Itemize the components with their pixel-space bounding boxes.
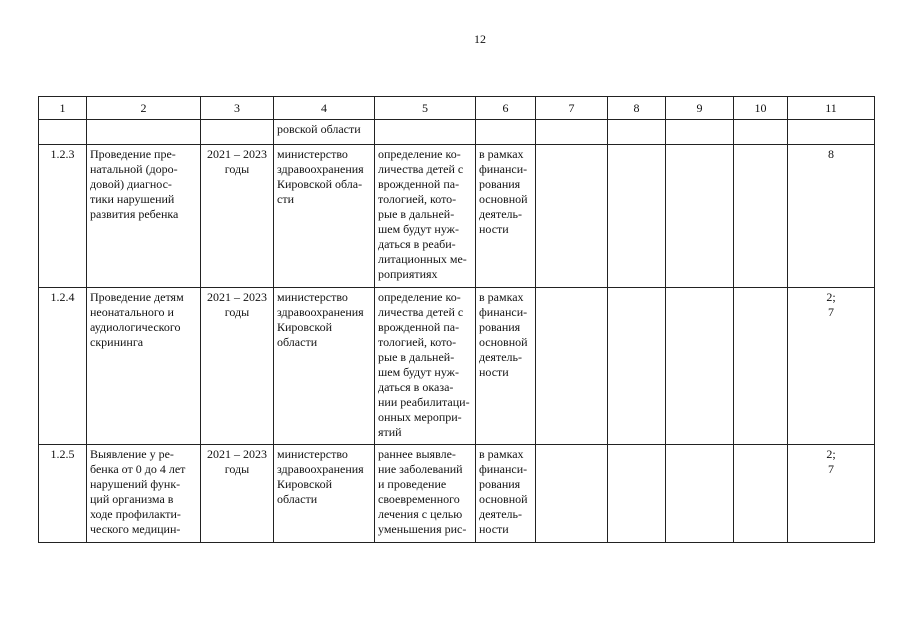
col7-cell	[536, 445, 608, 543]
col7-cell	[536, 288, 608, 445]
header-cell: 8	[608, 97, 666, 120]
table-row	[39, 288, 875, 445]
result-cell: определение ко- личества детей с врожденной па- тологией, кото- рые в дальней- шем будут нуж- даться в оказа- нии реабилитаци- онных меропри- ятий	[375, 288, 476, 445]
table-header-row	[39, 97, 875, 120]
col9-cell	[666, 145, 734, 288]
header-cell: 4	[274, 97, 375, 120]
period-cell: 2021 – 2023 годы	[201, 145, 274, 288]
period-cell: 2021 – 2023 годы	[201, 288, 274, 445]
col11-cell: 2; 7	[788, 288, 875, 445]
header-cell: 3	[201, 97, 274, 120]
col10-cell	[734, 288, 788, 445]
table-row	[39, 445, 875, 543]
col10-cell	[734, 145, 788, 288]
col9-cell	[666, 445, 734, 543]
measure-name-cell: Проведение детям неонатального и аудиологического скрининга	[87, 288, 201, 445]
page-number: 12	[474, 32, 486, 46]
header-cell: 7	[536, 97, 608, 120]
measure-name-cell: Проведение пре- натальной (доро- довой) диагнос- тики нарушений развития ребенка	[87, 145, 201, 288]
result-cell: определение ко- личества детей с врожденной па- тологией, кото- рые в дальней- шем будут нуж- даться в реаби- литационных ме- роприятиях	[375, 145, 476, 288]
measure-number-cell: 1.2.5	[39, 445, 87, 543]
measure-number-cell: 1.2.4	[39, 288, 87, 445]
header-cell: 5	[375, 97, 476, 120]
header-cell: 11	[788, 97, 875, 120]
continuation-row	[39, 120, 875, 145]
col8-cell	[608, 288, 666, 445]
col10-cell	[734, 445, 788, 543]
header-cell: 1	[39, 97, 87, 120]
result-cell: раннее выявле- ние заболеваний и проведение своевременного лечения с целью уменьшения рис-	[375, 445, 476, 543]
measure-number-cell: 1.2.3	[39, 145, 87, 288]
financing-cell: в рамках финанси- рования основной деятель- ности	[476, 445, 536, 543]
financing-cell: в рамках финанси- рования основной деятель- ности	[476, 145, 536, 288]
measures-table	[38, 96, 875, 543]
col8-cell	[608, 145, 666, 288]
header-cell: 10	[734, 97, 788, 120]
financing-cell: в рамках финанси- рования основной деятель- ности	[476, 288, 536, 445]
col11-cell: 2; 7	[788, 445, 875, 543]
header-cell: 6	[476, 97, 536, 120]
period-cell: 2021 – 2023 годы	[201, 445, 274, 543]
table-row	[39, 145, 875, 288]
header-cell: 2	[87, 97, 201, 120]
continuation-executor-cell: ровской области	[274, 120, 375, 145]
col8-cell	[608, 445, 666, 543]
header-cell: 9	[666, 97, 734, 120]
executor-cell: министерство здравоохранения Кировской области	[274, 445, 375, 543]
col7-cell	[536, 145, 608, 288]
executor-cell: министерство здравоохранения Кировской области	[274, 288, 375, 445]
executor-cell: министерство здравоохранения Кировской обла- сти	[274, 145, 375, 288]
measure-name-cell: Выявление у ре- бенка от 0 до 4 лет нарушений функ- ций организма в ходе профилакти- ческого медицин-	[87, 445, 201, 543]
col11-cell: 8	[788, 145, 875, 288]
col9-cell	[666, 288, 734, 445]
